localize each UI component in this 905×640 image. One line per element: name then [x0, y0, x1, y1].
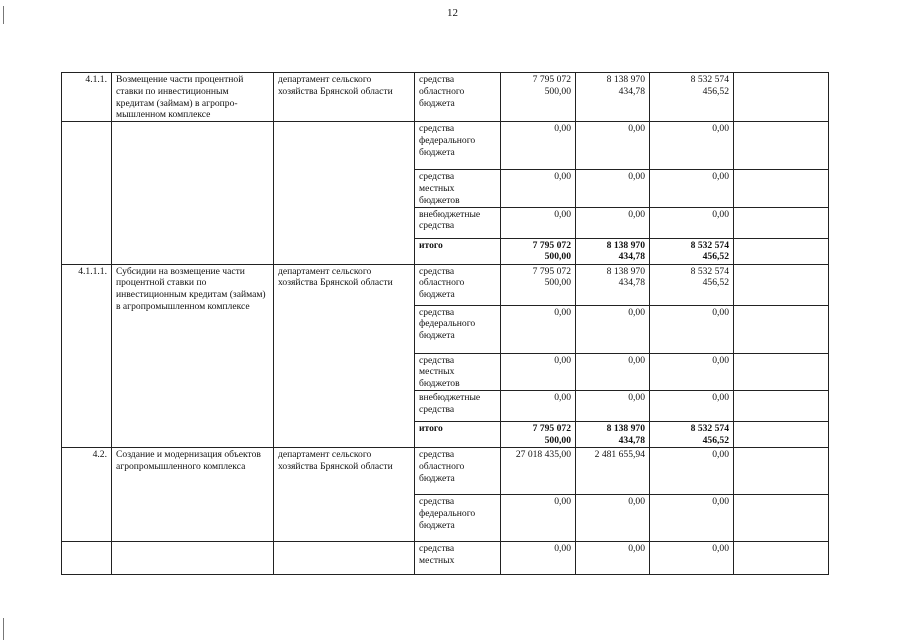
- funding-source: средства областного бюджета: [415, 73, 501, 122]
- amount-year-1: 0,00: [501, 541, 576, 574]
- amount-year-2: 0,00: [576, 541, 650, 574]
- amount-year-3: 0,00: [650, 170, 734, 207]
- amount-year-2: 2 481 655,94: [576, 447, 650, 494]
- item-title-empty: [112, 122, 274, 264]
- item-title: Субсидии на возмещение части процентной ставки по инвестиционным кредитам (займам) в агропромышленном комплексе: [112, 264, 274, 447]
- amount-year-2: 0,00: [576, 305, 650, 353]
- funding-source: итого: [415, 238, 501, 264]
- extra-column-cell: [734, 122, 829, 170]
- funding-source: средства местных бюджетов: [415, 353, 501, 390]
- item-code: 4.2.: [62, 447, 112, 541]
- amount-year-1: 7 795 072 500,00: [501, 264, 576, 305]
- item-title: [112, 541, 274, 574]
- table-row: [62, 541, 829, 574]
- amount-year-3: 8 532 574 456,52: [650, 264, 734, 305]
- amount-year-1: 0,00: [501, 353, 576, 390]
- item-executor: департамент сельского хозяйства Брянской области: [274, 447, 415, 541]
- extra-column-cell: [734, 447, 829, 494]
- item-code: 4.1.1.: [62, 73, 112, 122]
- amount-year-2: 8 138 970 434,78: [576, 238, 650, 264]
- amount-year-2: 8 138 970 434,78: [576, 264, 650, 305]
- extra-column-cell: [734, 541, 829, 574]
- scan-edge-mark-bottom: [3, 618, 4, 640]
- amount-year-2: 0,00: [576, 390, 650, 421]
- extra-column-cell: [734, 207, 829, 238]
- funding-source: средства федерального бюджета: [415, 305, 501, 353]
- table-row: [62, 73, 829, 122]
- scan-edge-mark-top: [3, 6, 4, 24]
- item-title: Возмещение части процентной ставки по инвестиционным кредитам (займам) в агропро-мышленном комплексе: [112, 73, 274, 122]
- extra-column-cell: [734, 264, 829, 305]
- amount-year-3: 8 532 574 456,52: [650, 73, 734, 122]
- funding-source: средства областного бюджета: [415, 264, 501, 305]
- budget-table: [61, 72, 829, 575]
- item-executor: департамент сельского хозяйства Брянской области: [274, 264, 415, 447]
- amount-year-3: 0,00: [650, 122, 734, 170]
- funding-source: средства местных бюджетов: [415, 170, 501, 207]
- extra-column-cell: [734, 170, 829, 207]
- amount-year-1: 0,00: [501, 494, 576, 541]
- amount-year-2: 8 138 970 434,78: [576, 421, 650, 447]
- extra-column-cell: [734, 390, 829, 421]
- amount-year-3: 0,00: [650, 541, 734, 574]
- table-row: [62, 122, 829, 170]
- amount-year-1: 0,00: [501, 305, 576, 353]
- amount-year-1: 0,00: [501, 170, 576, 207]
- amount-year-3: 0,00: [650, 353, 734, 390]
- item-code: 4.1.1.1.: [62, 264, 112, 447]
- extra-column-cell: [734, 238, 829, 264]
- funding-source: средства федерального бюджета: [415, 122, 501, 170]
- funding-source: средства местных: [415, 541, 501, 574]
- funding-source: итого: [415, 421, 501, 447]
- funding-source: средства областного бюджета: [415, 447, 501, 494]
- item-code-empty: [62, 122, 112, 264]
- amount-year-2: 0,00: [576, 494, 650, 541]
- extra-column-cell: [734, 421, 829, 447]
- table-row: [62, 264, 829, 305]
- amount-year-3: 8 532 574 456,52: [650, 238, 734, 264]
- funding-source: средства федерального бюджета: [415, 494, 501, 541]
- amount-year-1: 0,00: [501, 390, 576, 421]
- amount-year-2: 8 138 970 434,78: [576, 73, 650, 122]
- amount-year-3: 0,00: [650, 207, 734, 238]
- amount-year-2: 0,00: [576, 170, 650, 207]
- amount-year-2: 0,00: [576, 353, 650, 390]
- amount-year-1: 7 795 072 500,00: [501, 238, 576, 264]
- extra-column-cell: [734, 353, 829, 390]
- amount-year-2: 0,00: [576, 122, 650, 170]
- item-code: [62, 541, 112, 574]
- amount-year-1: 7 795 072 500,00: [501, 421, 576, 447]
- page-number: 12: [447, 7, 458, 19]
- amount-year-3: 8 532 574 456,52: [650, 421, 734, 447]
- funding-source: внебюджетные средства: [415, 390, 501, 421]
- extra-column-cell: [734, 494, 829, 541]
- amount-year-3: 0,00: [650, 494, 734, 541]
- item-title: Создание и модернизация объектов агропромышленного комплекса: [112, 447, 274, 541]
- amount-year-1: 0,00: [501, 122, 576, 170]
- item-executor-empty: [274, 122, 415, 264]
- table-row: [62, 447, 829, 494]
- item-executor: департамент сельского хозяйства Брянской области: [274, 73, 415, 122]
- amount-year-1: 0,00: [501, 207, 576, 238]
- amount-year-2: 0,00: [576, 207, 650, 238]
- item-executor: [274, 541, 415, 574]
- amount-year-1: 7 795 072 500,00: [501, 73, 576, 122]
- extra-column-cell: [734, 73, 829, 122]
- funding-source: внебюджетные средства: [415, 207, 501, 238]
- amount-year-1: 27 018 435,00: [501, 447, 576, 494]
- extra-column-cell: [734, 305, 829, 353]
- amount-year-3: 0,00: [650, 390, 734, 421]
- amount-year-3: 0,00: [650, 447, 734, 494]
- amount-year-3: 0,00: [650, 305, 734, 353]
